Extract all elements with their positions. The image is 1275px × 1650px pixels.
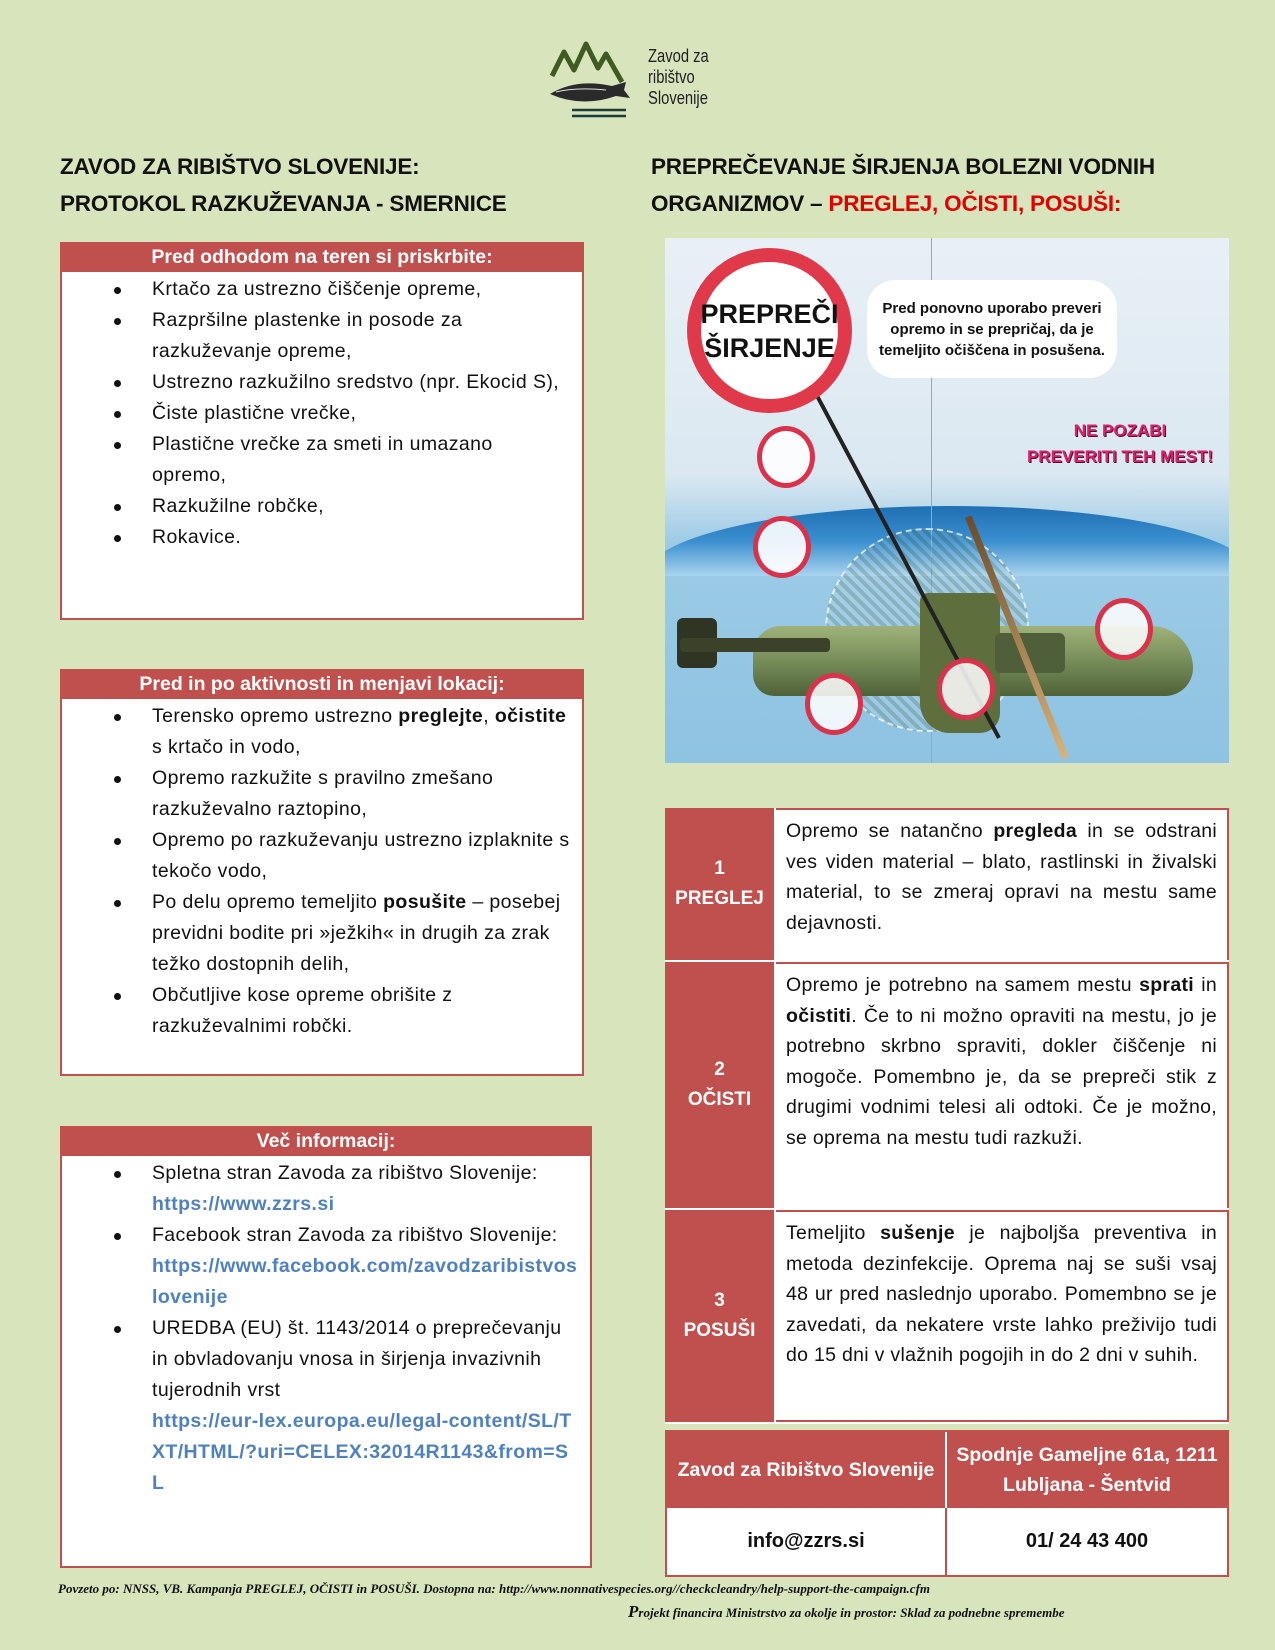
list-item: [72, 491, 572, 522]
bullet-icon: [114, 318, 121, 325]
paddle-shape: [680, 638, 830, 652]
text: Opremo razkužite s pravilno zmešano razkuževalno raztopino,: [152, 767, 494, 820]
text: Spletna stran Zavoda za ribištvo Slovenije:: [152, 1162, 538, 1184]
text: ,: [483, 705, 495, 727]
step-label: [665, 962, 776, 1208]
step-number: 2: [714, 1059, 725, 1080]
supplies-box: [60, 242, 584, 620]
list-item: [72, 398, 572, 429]
bullet-icon: [114, 1171, 121, 1178]
list-item-text: Krtačo za ustrezno čiščenje opreme,: [152, 278, 482, 300]
list-item-text: Razpršilne plastenke in posode za razkuževanje opreme,: [152, 309, 463, 362]
highlight-circle-icon: [1095, 598, 1153, 660]
list-item: [72, 825, 572, 887]
step-row: [665, 962, 1229, 1210]
bullet-icon: [114, 411, 121, 418]
list-item: [72, 1313, 580, 1499]
contact-org: Zavod za Ribištvo Slovenije: [667, 1432, 947, 1508]
list-item-text: Čiste plastične vrečke,: [152, 402, 357, 424]
steps-table: [665, 808, 1229, 1424]
title-left-line1: ZAVOD ZA RIBIŠTVO SLOVENIJE:: [60, 154, 420, 179]
bullet-icon: [114, 535, 121, 542]
title-right-line1: PREPREČEVANJE ŠIRJENJA BOLEZNI VODNIH: [651, 154, 1155, 179]
text: Opremo po razkuževanju ustrezno izplaknite s tekočo vodo,: [152, 829, 570, 882]
step-label: [665, 1210, 776, 1422]
list-item: [72, 305, 572, 367]
step-description: [776, 1210, 1229, 1422]
footer-source: Povzeto po: NNSS, VB. Kampanja PREGLEJ, OČISTI in POSUŠI. Dostopna na: http://www.nonnativespecies.org//checkcleandry/help-support-the-campaign.cfm: [58, 1581, 931, 1596]
list-item: [72, 522, 572, 553]
bold-text: očistite: [494, 705, 567, 727]
footer-funding-initial: P: [628, 1602, 639, 1621]
highlight-circle-icon: [805, 673, 863, 735]
bullet-icon: [114, 838, 121, 845]
text: UREDBA (EU) št. 1143/2014 o preprečevanju in obvladovanju vnosa in širjenja invazivnih tujerodnih vrst: [152, 1317, 562, 1401]
bullet-icon: [114, 287, 121, 294]
list-item: [72, 274, 572, 305]
website-link[interactable]: https://www.zzrs.si: [152, 1193, 335, 1215]
bullet-icon: [114, 1326, 121, 1333]
text: Temeljito: [786, 1222, 881, 1244]
highlight-circle-icon: [757, 426, 815, 488]
facebook-link[interactable]: https://www.facebook.com/zavodzaribistvoslovenije: [152, 1255, 578, 1308]
footer-funding-text: rojekt financira Ministrstvo za okolje in prostor: Sklad za podnebne spremembe: [638, 1605, 1065, 1620]
list-item-text: Ustrezno razkužilno sredstvo (npr. Ekocid S),: [152, 371, 560, 393]
bold-text: sušenje: [880, 1222, 955, 1244]
contact-email[interactable]: info@zzrs.si: [667, 1508, 947, 1575]
info-box: [60, 1126, 592, 1568]
list-item: [72, 1220, 580, 1313]
text: s krtačo in vodo,: [152, 736, 301, 758]
step-description: [776, 962, 1229, 1208]
step-number: 3: [714, 1290, 725, 1311]
step-row: [665, 808, 1229, 962]
text: Po delu opremo temeljito: [152, 891, 384, 913]
bullet-icon: [114, 993, 121, 1000]
supplies-list: [62, 272, 582, 553]
list-item-text: Rokavice.: [152, 526, 242, 548]
text: – posebej previdni bodite pri »ježkih« in drugih za zrak težko dostopnih delih,: [152, 891, 561, 975]
poster-image: [665, 238, 1229, 763]
sign-line: ŠIRJENJE: [704, 332, 835, 363]
sign-line: PREPREČI: [700, 298, 839, 329]
text: . Če to ni možno opraviti na mestu, jo je potrebno skrbno spraviti, dokler čiščenje ni mogoče. Pomembno je, da se prepreči stik z drugimi vodnimi telesi ali odtoki. Če je možno, se oprema na mestu tudi razkuži.: [786, 1004, 1217, 1149]
list-item: [72, 367, 572, 398]
step-number: 1: [714, 858, 725, 879]
logo-mountains-fish-icon: [546, 40, 646, 122]
highlight-circle-icon: [753, 516, 811, 578]
footer-funding: [628, 1602, 1065, 1622]
list-item: [72, 1158, 580, 1220]
title-right: [651, 148, 1211, 222]
title-right-line2: [651, 185, 1211, 222]
logo-line: ribištvo: [648, 67, 695, 87]
bullet-icon: [114, 380, 121, 387]
bullet-icon: [114, 1233, 121, 1240]
logo: [546, 36, 726, 122]
logo-line: Slovenije: [648, 88, 708, 108]
bold-text: sprati: [1139, 974, 1194, 996]
text: in se odstrani ves viden material – blato, rastlinski in živalski material, to se zmeraj opravi na mestu same dejavnosti.: [786, 820, 1217, 934]
list-item: [72, 429, 572, 491]
bold-text: očistiti: [786, 1004, 852, 1027]
text: Opremo je potrebno na samem mestu: [786, 974, 1140, 996]
warning-line: PREVERITI TEH MEST!: [1026, 447, 1214, 466]
text: Občutljive kose opreme obrišite z razkuževalnimi robčki.: [152, 984, 453, 1037]
activity-header: Pred in po aktivnosti in menjavi lokacij:: [60, 669, 584, 699]
bullet-icon: [114, 442, 121, 449]
title-right-line2-red: PREGLEJ, OČISTI, POSUŠI:: [828, 191, 1122, 216]
warning-line: NE POZABI: [1073, 421, 1167, 440]
step-name: PREGLEJ: [675, 888, 764, 909]
prevent-spread-sign: [687, 248, 852, 413]
bullet-icon: [114, 714, 121, 721]
bold-text: pregleda: [993, 820, 1077, 842]
bold-text: preglejte: [398, 705, 484, 727]
info-list: [62, 1156, 590, 1499]
info-header: Več informacij:: [60, 1126, 592, 1156]
activity-list: [62, 699, 582, 1042]
title-left: [60, 148, 580, 222]
text: Facebook stran Zavoda za ribištvo Slovenije:: [152, 1224, 558, 1246]
highlight-circle-icon: [937, 658, 995, 720]
step-label: [665, 808, 776, 960]
bullet-icon: [114, 504, 121, 511]
text: in: [1193, 974, 1217, 996]
list-item-text: Razkužilne robčke,: [152, 495, 324, 517]
bullet-icon: [114, 900, 121, 907]
warning-text: [1015, 418, 1225, 470]
text: Opremo se natančno: [786, 820, 994, 842]
speech-bubble: Pred ponovno uporabo preveri opremo in se prepričaj, da je temeljito očiščena in posušena.: [867, 280, 1117, 378]
step-name: POSUŠI: [683, 1320, 756, 1341]
list-item: [72, 980, 572, 1042]
bold-text: posušite: [383, 891, 467, 913]
contact-address: Spodnje Gameljne 61a, 1211 Lubljana - Šentvid: [947, 1432, 1227, 1508]
activity-box: [60, 669, 584, 1076]
step-name: OČISTI: [687, 1089, 752, 1110]
eurlex-link[interactable]: https://eur-lex.europa.eu/legal-content/SL/TXT/HTML/?uri=CELEX:32014R1143&from=SL: [152, 1410, 572, 1494]
logo-text: [648, 46, 709, 109]
step-description: [776, 808, 1229, 960]
list-item: [72, 887, 572, 980]
list-item: [72, 701, 572, 763]
contact-table: [665, 1430, 1229, 1577]
list-item: [72, 763, 572, 825]
list-item-text: Plastične vrečke za smeti in umazano opremo,: [152, 433, 493, 486]
step-row: [665, 1210, 1229, 1424]
contact-phone[interactable]: 01/ 24 43 400: [947, 1508, 1227, 1575]
supplies-header: Pred odhodom na teren si priskrbite:: [60, 242, 584, 272]
logo-line: Zavod za: [648, 46, 709, 66]
text: je najboljša preventiva in metoda dezinfekcije. Oprema naj se suši vsaj 48 ur pred naslednjo uporabo. Pomembno se je zavedati, da nekatere vrste lahko preživijo tudi do 15 dni v vlažnih pogojih in do 2 dni v suhih.: [786, 1222, 1217, 1366]
text: Terensko opremo ustrezno: [152, 705, 399, 727]
title-right-line2-black: ORGANIZMOV –: [651, 191, 829, 216]
bullet-icon: [114, 776, 121, 783]
title-left-line2: PROTOKOL RAZKUŽEVANJA - SMERNICE: [60, 191, 507, 216]
